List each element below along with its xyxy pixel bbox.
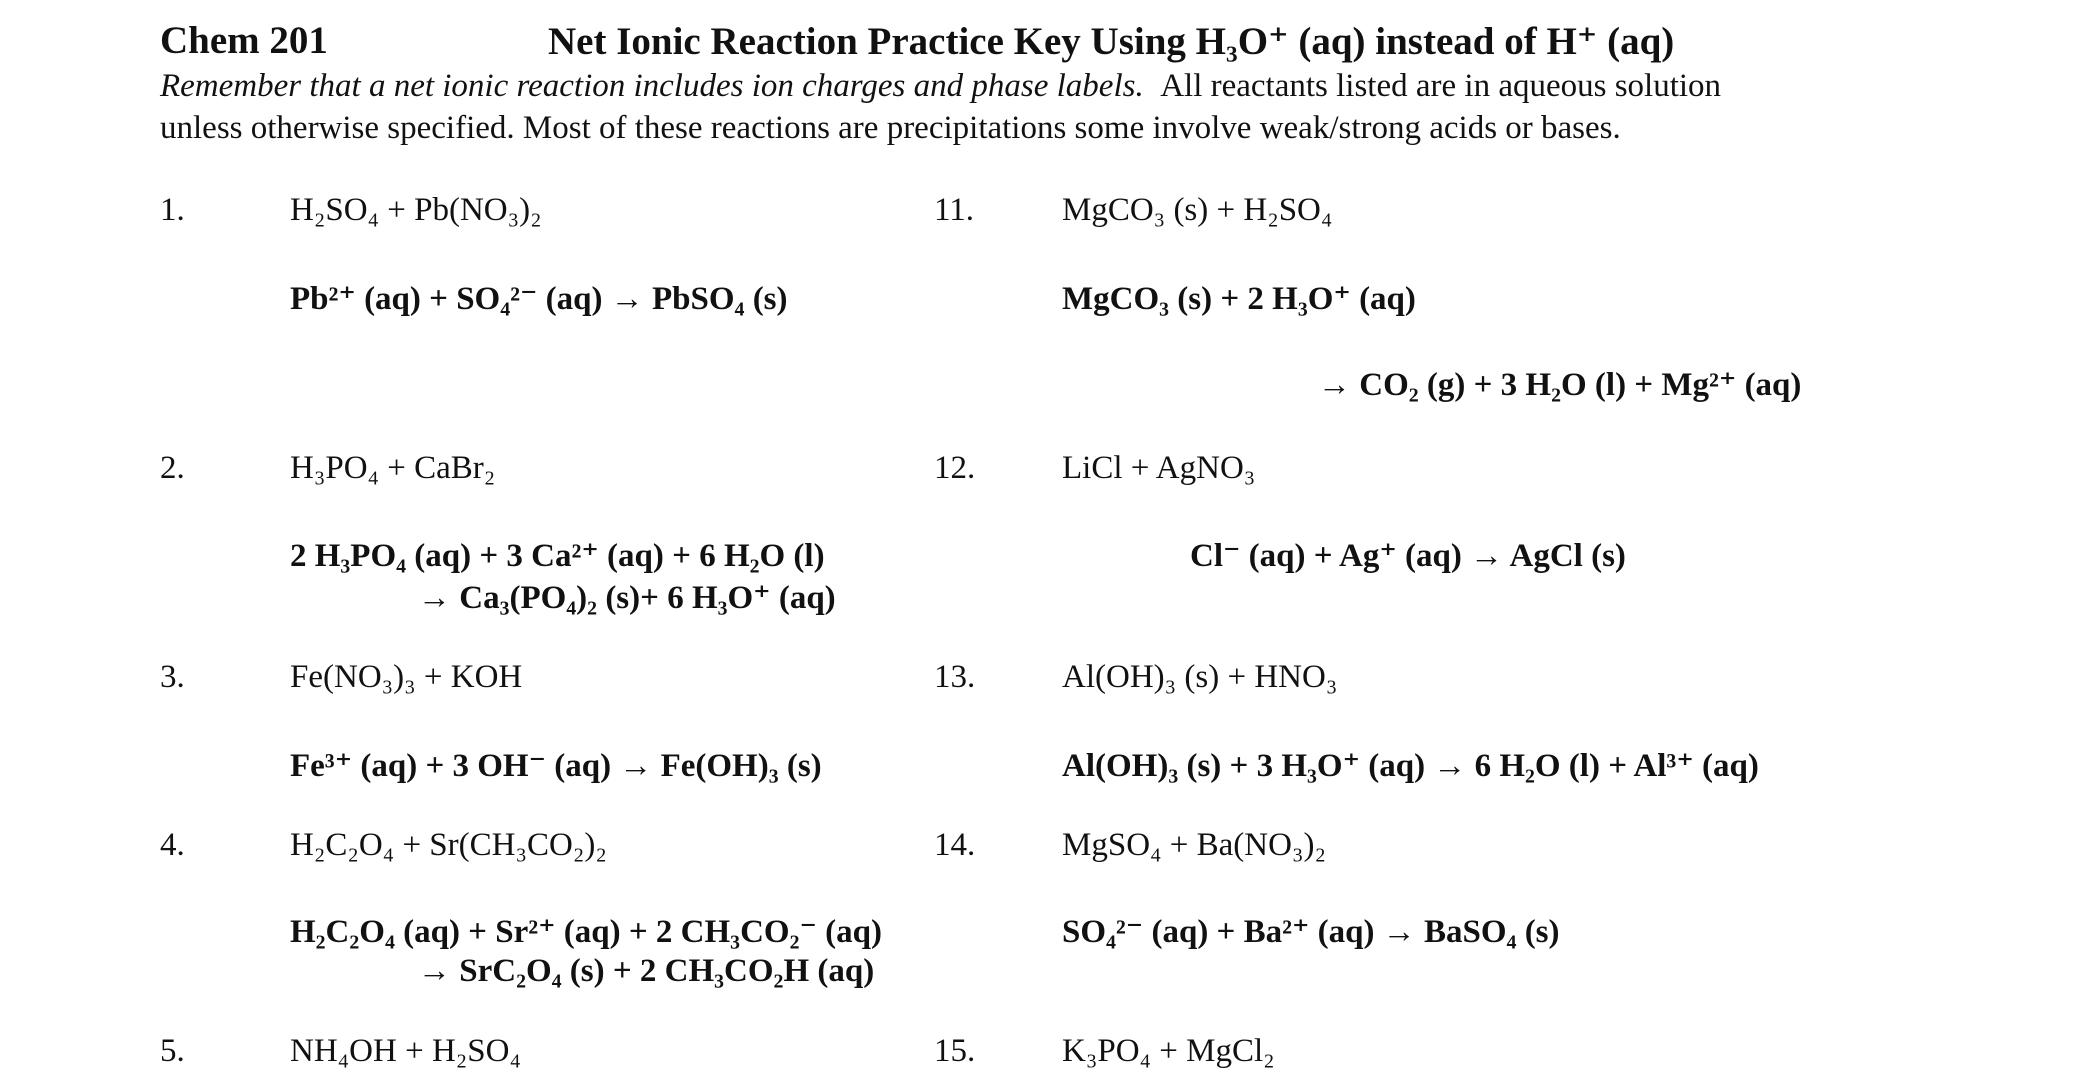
problem-reactants-11: MgCO₃ (s) + H₂SO₄ <box>1062 192 1333 228</box>
intro-rest: All reactants listed are in aqueous solution <box>1160 68 1722 104</box>
problem-answer-12: Cl⁻ (aq) + Ag⁺ (aq) → AgCl (s) <box>1190 538 1626 574</box>
problem-answer-4-line-2: → SrC₂O₄ (s) + 2 CH₃CO₂H (aq) <box>418 953 875 989</box>
problem-answer-2-line-1: 2 H₃PO₄ (aq) + 3 Ca²⁺ (aq) + 6 H₂O (l) <box>290 538 825 574</box>
problem-number-15: 15. <box>934 1033 976 1069</box>
problem-answer-14: SO₄²⁻ (aq) + Ba²⁺ (aq) → BaSO₄ (s) <box>1062 914 1560 950</box>
problem-answer-4-line-1: H₂C₂O₄ (aq) + Sr²⁺ (aq) + 2 CH₃CO₂⁻ (aq) <box>290 914 882 950</box>
problem-reactants-12: LiCl + AgNO₃ <box>1062 450 1256 486</box>
problem-reactants-2: H₃PO₄ + CaBr₂ <box>290 450 496 486</box>
problem-reactants-3: Fe(NO₃)₃ + KOH <box>290 659 523 695</box>
problem-number-13: 13. <box>934 659 976 695</box>
problem-number-1: 1. <box>160 192 185 228</box>
problem-number-14: 14. <box>934 827 976 863</box>
problem-number-12: 12. <box>934 450 976 486</box>
problem-answer-11-line-1: MgCO₃ (s) + 2 H₃O⁺ (aq) <box>1062 281 1416 317</box>
problem-answer-1: Pb²⁺ (aq) + SO₄²⁻ (aq) → PbSO₄ (s) <box>290 281 788 317</box>
intro-line-1 <box>160 68 1721 105</box>
intro-italic: Remember that a net ionic reaction includes ion charges and phase labels. <box>160 68 1144 104</box>
problem-answer-2-line-2: → Ca₃(PO₄)₂ (s)+ 6 H₃O⁺ (aq) <box>418 580 836 616</box>
problem-number-5: 5. <box>160 1033 185 1069</box>
problem-reactants-4: H₂C₂O₄ + Sr(CH₃CO₂)₂ <box>290 827 607 863</box>
problem-reactants-15: K₃PO₄ + MgCl₂ <box>1062 1033 1275 1069</box>
problem-reactants-13: Al(OH)₃ (s) + HNO₃ <box>1062 659 1338 695</box>
problem-number-2: 2. <box>160 450 185 486</box>
problem-answer-11-line-2: → CO₂ (g) + 3 H₂O (l) + Mg²⁺ (aq) <box>1318 367 1802 403</box>
problem-reactants-1: H₂SO₄ + Pb(NO₃)₂ <box>290 192 542 228</box>
problem-answer-13: Al(OH)₃ (s) + 3 H₃O⁺ (aq) → 6 H₂O (l) + Al³⁺ (aq) <box>1062 748 1759 784</box>
problem-reactants-14: MgSO₄ + Ba(NO₃)₂ <box>1062 827 1326 863</box>
problem-answer-3: Fe³⁺ (aq) + 3 OH⁻ (aq) → Fe(OH)₃ (s) <box>290 748 822 784</box>
problem-number-4: 4. <box>160 827 185 863</box>
page-title: Net Ionic Reaction Practice Key Using H₃O⁺ (aq) instead of H⁺ (aq) <box>548 20 1675 63</box>
problem-number-11: 11. <box>934 192 975 228</box>
problem-number-3: 3. <box>160 659 185 695</box>
course-label: Chem 201 <box>160 19 328 62</box>
intro-line-2: unless otherwise specified. Most of these reactions are precipitations some involve weak/strong acids or bases. <box>160 110 1621 146</box>
problem-reactants-5: NH₄OH + H₂SO₄ <box>290 1033 521 1069</box>
